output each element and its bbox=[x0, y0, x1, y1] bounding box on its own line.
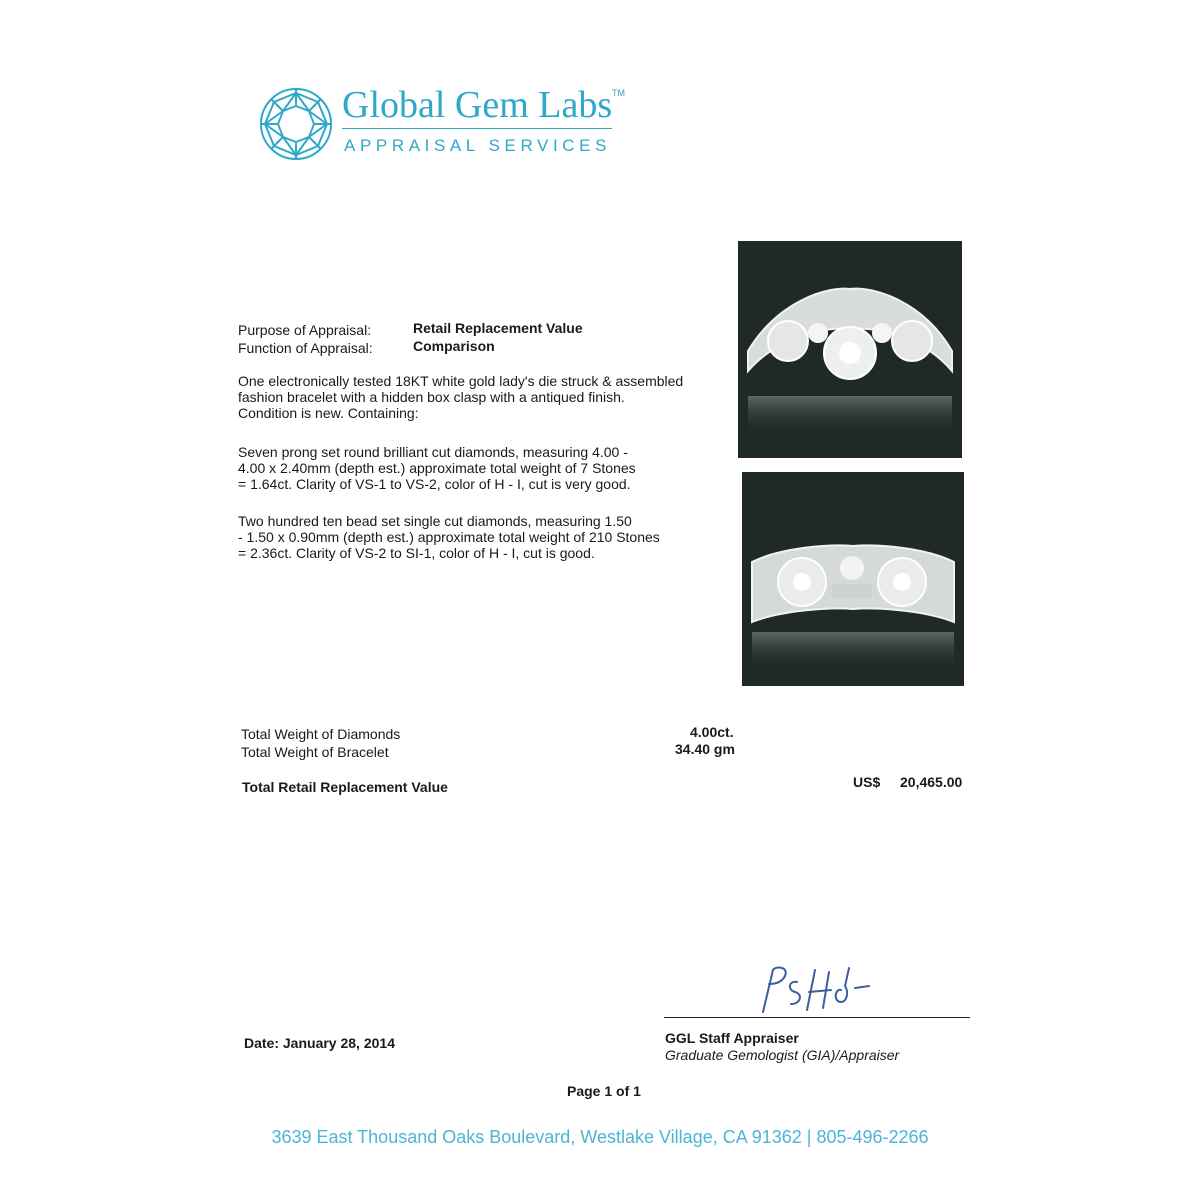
brand-tagline: APPRAISAL SERVICES bbox=[344, 136, 612, 155]
stones-line: Two hundred ten bead set single cut diamonds, measuring 1.50 bbox=[238, 513, 632, 529]
appraisal-date: Date: January 28, 2014 bbox=[244, 1035, 395, 1051]
bracelet-photo-bottom bbox=[742, 472, 964, 686]
appraiser-title: GGL Staff Appraiser bbox=[665, 1030, 799, 1046]
stones-line: = 1.64ct. Clarity of VS-1 to VS-2, color of H - I, cut is very good. bbox=[238, 476, 631, 492]
description-line: One electronically tested 18KT white gold lady's die struck & assembled bbox=[238, 373, 684, 389]
brand-divider bbox=[342, 128, 612, 129]
stones-line: 4.00 x 2.40mm (depth est.) approximate total weight of 7 Stones bbox=[238, 460, 636, 476]
function-label: Function of Appraisal: bbox=[238, 340, 373, 356]
signature-line bbox=[664, 1017, 970, 1018]
description-line: fashion bracelet with a hidden box clasp with a antiqued finish. bbox=[238, 389, 625, 405]
handwritten-signature bbox=[745, 962, 885, 1018]
appraiser-credential: Graduate Gemologist (GIA)/Appraiser bbox=[665, 1047, 900, 1063]
stones-line: = 2.36ct. Clarity of VS-2 to SI-1, color of H - I, cut is good. bbox=[238, 545, 595, 561]
function-value: Comparison bbox=[413, 338, 495, 354]
total-bracelet-weight-value: 34.40 gm bbox=[675, 741, 735, 757]
page-number: Page 1 of 1 bbox=[567, 1083, 641, 1099]
stones-1-description bbox=[238, 444, 723, 492]
purpose-label: Purpose of Appraisal: bbox=[238, 322, 372, 338]
stones-line: - 1.50 x 0.90mm (depth est.) approximate total weight of 210 Stones bbox=[238, 529, 660, 545]
replacement-value: 20,465.00 bbox=[900, 774, 963, 790]
replacement-value-label: Total Retail Replacement Value bbox=[242, 779, 448, 795]
currency-label: US$ bbox=[853, 774, 881, 790]
round-brilliant-diamond-icon bbox=[258, 86, 334, 162]
total-diamond-weight-label: Total Weight of Diamonds bbox=[241, 726, 401, 742]
trademark: TM bbox=[612, 88, 625, 98]
bracelet-photo-top bbox=[738, 241, 962, 458]
item-description bbox=[238, 373, 723, 421]
stones-2-description bbox=[238, 513, 723, 561]
stones-line: Seven prong set round brilliant cut diamonds, measuring 4.00 - bbox=[238, 444, 628, 460]
total-diamond-weight-value: 4.00ct. bbox=[690, 724, 734, 740]
footer-address: 3639 East Thousand Oaks Boulevard, Westlake Village, CA 91362 | 805-496-2266 bbox=[271, 1127, 929, 1147]
purpose-value: Retail Replacement Value bbox=[413, 320, 583, 336]
description-line: Condition is new. Containing: bbox=[238, 405, 419, 421]
total-bracelet-weight-label: Total Weight of Bracelet bbox=[241, 744, 389, 760]
brand-name: Global Gem Labs bbox=[342, 84, 613, 126]
